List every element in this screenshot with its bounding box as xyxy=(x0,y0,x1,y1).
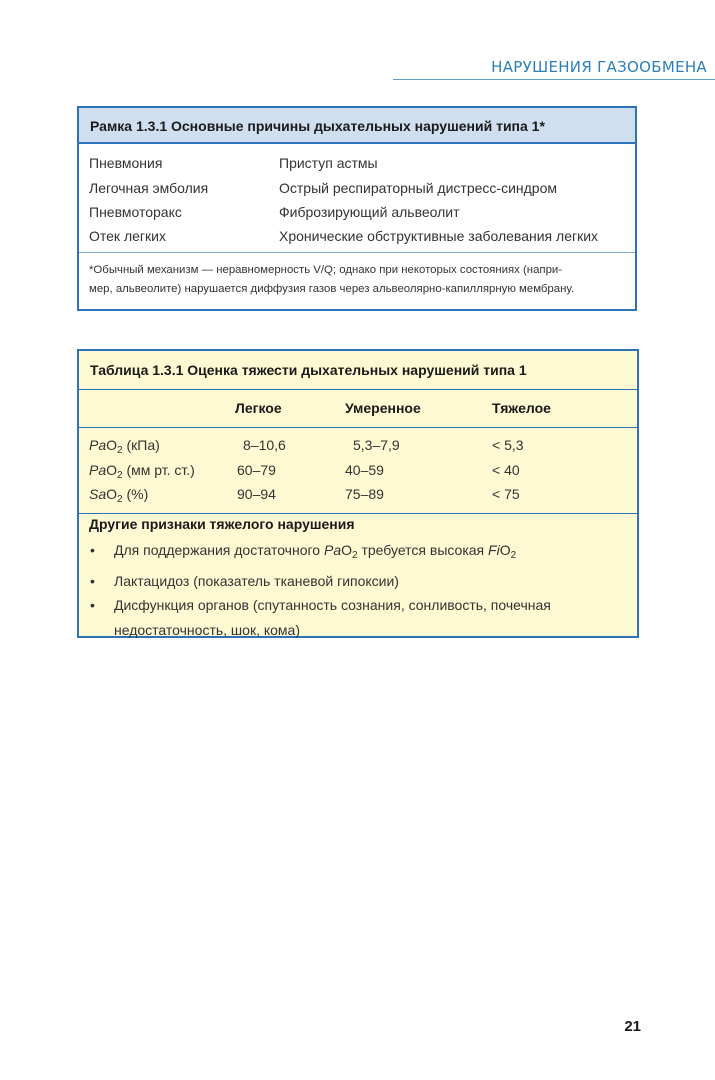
box-1-3-1 xyxy=(77,106,637,311)
bullet-icon: • xyxy=(90,597,95,613)
footnote-line-2: мер, альвеолите) нарушается диффузия газов через альвеолярно-капиллярную мембрану. xyxy=(89,283,575,295)
box-1-footnote xyxy=(79,253,635,299)
cause-right-3: Фиброзирующий альвеолит xyxy=(279,204,460,220)
cause-right-1: Приступ астмы xyxy=(279,155,378,171)
bullet-icon: • xyxy=(90,572,95,589)
value-pao2-kpa-severe: < 5,3 xyxy=(492,437,524,453)
value-sao2-severe: < 75 xyxy=(492,486,520,502)
header-moderate: Умеренное xyxy=(345,400,421,416)
cause-left-3: Пневмоторакс xyxy=(89,204,182,220)
list-item: • Для поддержания достаточного PaO$_2$ требуется высокая FiO$_2$ xyxy=(79,538,637,569)
header-rule xyxy=(393,79,715,80)
table-1-3-1 xyxy=(77,349,639,638)
cause-left-1: Пневмония xyxy=(89,155,163,171)
row-label-pao2-mmhg: PaO$_2$ (мм рт. ст.) xyxy=(89,462,195,481)
cause-left-4: Отек легких xyxy=(89,228,166,244)
box-1-title: Рамка 1.3.1 Основные причины дыхательных нарушений типа 1* xyxy=(79,108,635,144)
cause-left-2: Легочная эмболия xyxy=(89,180,209,196)
value-pao2-kpa-mild: 8–10,6 xyxy=(243,437,286,453)
value-pao2-mmhg-mild: 60–79 xyxy=(237,462,276,478)
value-pao2-kpa-moderate: 5,3–7,9 xyxy=(353,437,400,453)
list-item: • Дисфункция органов (спутанность сознания, сонливость, почечная недостаточность, шок, кома) xyxy=(79,593,637,642)
row-label-sao2: SaO$_2$ (%) xyxy=(89,486,149,505)
value-sao2-moderate: 75–89 xyxy=(345,486,384,502)
other-signs-title: Другие признаки тяжелого нарушения xyxy=(89,516,355,532)
severity-header-row xyxy=(79,390,637,428)
list-item: • Лактацидоз (показатель тканевой гипоксии) xyxy=(79,569,637,594)
bullet-icon: • xyxy=(90,542,95,558)
footnote-line-1: *Обычный механизм — неравномерность V/Q; однако при некоторых состояниях (напри- xyxy=(89,264,563,276)
running-header: НАРУШЕНИЯ ГАЗООБМЕНА xyxy=(491,58,707,76)
cause-right-2: Острый респираторный дистресс-синдром xyxy=(279,180,557,196)
value-pao2-mmhg-moderate: 40–59 xyxy=(345,462,384,478)
causes-grid xyxy=(79,144,635,253)
other-signs-list xyxy=(79,538,637,642)
table-1-title: Таблица 1.3.1 Оценка тяжести дыхательных нарушений типа 1 xyxy=(79,351,637,390)
cause-right-4: Хронические обструктивные заболевания легких xyxy=(279,228,599,244)
header-severe: Тяжелое xyxy=(492,400,551,416)
row-label-pao2-kpa: PaO$_2$ (кПа) xyxy=(89,437,160,456)
header-mild: Легкое xyxy=(235,400,282,416)
value-sao2-mild: 90–94 xyxy=(237,486,276,502)
value-pao2-mmhg-severe: < 40 xyxy=(492,462,520,478)
severity-rows xyxy=(79,428,637,514)
page-number: 21 xyxy=(624,1018,641,1035)
